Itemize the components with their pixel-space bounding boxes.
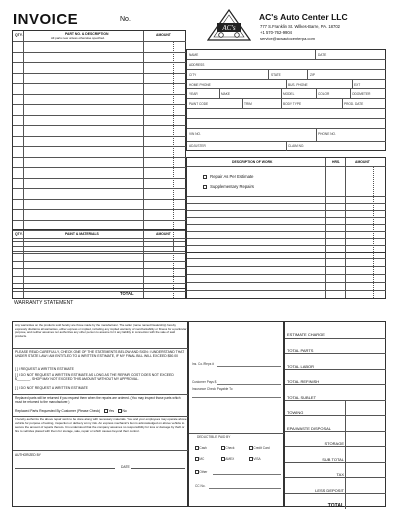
city-field[interactable]: CITY <box>189 73 197 77</box>
table-row[interactable] <box>187 290 386 291</box>
deductible-amex[interactable] <box>221 457 234 461</box>
body-type-field[interactable]: BODY TYPE <box>283 102 302 106</box>
phone-no-field[interactable]: PHONE NO. <box>318 132 336 136</box>
deductible-other[interactable] <box>195 470 207 474</box>
totals-row[interactable] <box>285 462 386 478</box>
estimate-option-2-label: I DO NOT REQUEST A WRITTEN ESTIMATE AS LONG AS THE REPAIR COST DOES NOT EXCEED $_______. SHOP MAY NOT EXCEED THIS AMOUNT WITHOUT MY APPROVAL. <box>15 373 174 382</box>
paint-amount-header: AMOUNT <box>156 232 171 236</box>
totals-row-label: EPA/WASTE DISPOSAL <box>287 425 332 431</box>
amex-checkbox[interactable] <box>221 457 225 461</box>
authorization-text: I hereby authorize the above repair work to be done along with necessary materials. You and your employees may operate above vehicle for purpose of testing, inspection or delivery at my risk. An express mechanic's lien is acknowledged on above vehicle to secure the amount of repairs thereto. It is understood that the company assumes no responsibility for loss or damage by theft or fire to vehicles placed with them for storage, sale, repair or which causes beyond their control. <box>15 417 187 433</box>
table-row[interactable] <box>13 246 186 247</box>
totals-row[interactable] <box>285 493 386 509</box>
color-field[interactable]: COLOR <box>318 92 330 96</box>
name-field[interactable]: NAME <box>189 53 199 57</box>
date-label: DATE <box>121 465 130 469</box>
work-amount-header: AMOUNT <box>355 160 370 164</box>
table-row[interactable] <box>187 224 386 225</box>
totals-row-label: ESTIMATE CHARGE <box>287 331 325 337</box>
table-row[interactable] <box>13 94 186 95</box>
totals-row[interactable] <box>285 415 386 431</box>
address-field[interactable]: ADDRESS <box>189 63 205 67</box>
date-line[interactable] <box>131 468 185 469</box>
table-row[interactable] <box>13 238 186 239</box>
make-field[interactable]: MAKE <box>221 92 231 96</box>
credit-card-checkbox[interactable] <box>249 446 253 450</box>
totals-row[interactable] <box>285 322 386 338</box>
check-label: Check <box>225 446 235 450</box>
visa-checkbox[interactable] <box>249 457 253 461</box>
totals-row[interactable] <box>285 446 386 462</box>
parts-return-request <box>15 409 127 413</box>
totals-row-label: TOTAL <box>327 503 344 509</box>
date-field[interactable]: DATE <box>318 53 327 57</box>
estimate-option-3-label: I DO NOT REQUEST A WRITTEN ESTIMATE <box>18 386 88 390</box>
parts-qty-header: QTY. <box>15 33 23 37</box>
table-row[interactable] <box>187 245 386 246</box>
table-row[interactable] <box>187 258 386 259</box>
other-checkbox[interactable] <box>195 470 199 474</box>
prod-date-field[interactable]: PROD. DATE <box>344 102 364 106</box>
odometer-field[interactable]: ODOMETER <box>352 92 371 96</box>
paint-qty-header: QTY. <box>15 232 23 236</box>
deductible-visa[interactable] <box>249 457 261 461</box>
table-row[interactable] <box>187 282 386 283</box>
supplementary-option[interactable] <box>203 184 254 189</box>
parts-return-no-label: No <box>122 409 127 413</box>
work-desc-header: DESCRIPTION OF WORK <box>232 160 273 164</box>
totals-column <box>284 321 386 507</box>
deductible-credit-card[interactable] <box>249 446 270 450</box>
company-phone: +1 570-762-9904 <box>260 30 293 35</box>
table-row[interactable] <box>13 268 186 269</box>
adjuster-field[interactable]: ADJUSTER <box>189 144 206 148</box>
insurance-check-label: Insurance Check Payable To <box>192 387 233 391</box>
supplementary-checkbox[interactable] <box>203 185 207 189</box>
totals-row[interactable] <box>285 431 386 447</box>
customer-info-box <box>186 49 386 151</box>
deductible-cash[interactable] <box>195 446 207 450</box>
estimate-option-3[interactable] <box>15 386 187 390</box>
mc-label: MC <box>199 457 205 461</box>
table-row[interactable] <box>13 220 186 221</box>
parts-table <box>12 30 186 252</box>
company-logo <box>207 9 251 41</box>
estimate-option-3-checkbox[interactable]: [ ] <box>15 386 18 390</box>
customer-pays-label: Customer Pays $ <box>192 380 217 384</box>
bus-phone-field[interactable]: BUS. PHONE <box>288 83 308 87</box>
zip-field[interactable]: ZIP <box>310 73 315 77</box>
estimate-option-1-checkbox[interactable]: [ ] <box>15 367 18 371</box>
parts-note: All parts new unless otherwise specified. <box>51 36 105 40</box>
home-phone-field[interactable]: HOME PHONE <box>189 83 211 87</box>
estimate-option-2[interactable] <box>15 373 187 382</box>
table-row[interactable] <box>13 73 186 74</box>
deductible-check[interactable] <box>221 446 234 450</box>
parts-return-text: Replaced parts will be returned if you request them when the repairs are ordered. (You may inspect those parts which must be returned to the manufacturer.) <box>15 396 181 404</box>
table-row[interactable] <box>13 146 186 147</box>
warranty-label: WARRANTY STATEMENT <box>14 300 74 306</box>
table-row[interactable] <box>13 157 186 158</box>
authorized-by-label: AUTHORIZED BY <box>15 453 41 457</box>
table-row[interactable] <box>187 210 386 211</box>
mc-checkbox[interactable] <box>195 457 199 461</box>
totals-row[interactable] <box>285 338 386 354</box>
table-row[interactable] <box>13 104 186 105</box>
table-row[interactable] <box>13 199 186 200</box>
table-row[interactable] <box>187 238 386 239</box>
table-row[interactable] <box>13 41 186 42</box>
authorized-by-line[interactable] <box>15 468 115 469</box>
table-row[interactable] <box>13 253 186 254</box>
year-field[interactable]: YEAR <box>189 92 198 96</box>
table-row[interactable] <box>187 231 386 232</box>
totals-row-label: TOWING <box>287 410 304 415</box>
model-field[interactable]: MODEL <box>283 92 295 96</box>
table-row[interactable] <box>13 62 186 63</box>
company-name: AC's Auto Center LLC <box>259 12 348 22</box>
table-row[interactable] <box>187 196 386 197</box>
amex-label: AMEX <box>225 457 235 461</box>
ext-field[interactable]: EXT <box>354 83 361 87</box>
credit-card-label: Credit Card <box>253 446 270 450</box>
warranty-text: Any warranties on the products sold hereby are those made by the manufacturer. The seller (name named Dealership) hereby expressly disclaims all warranties, either express or implied, including any implied warranty of merchantability or fitness for a particular purpose, and neither assumes nor authorizes any other person to assume for it any liability in connection with the sale of said products. <box>15 323 187 338</box>
repair-estimate-checkbox[interactable] <box>203 175 207 179</box>
deductible-title: DEDUCTIBLE PAID BY <box>197 435 231 439</box>
check-checkbox[interactable] <box>221 446 225 450</box>
logo-text: AC's <box>222 24 236 32</box>
claim-field[interactable]: CLAIM NO. <box>288 144 305 148</box>
company-website: service@acsautocenterpa.com <box>260 36 315 41</box>
deductible-mc[interactable] <box>195 457 204 461</box>
table-row[interactable] <box>13 167 186 168</box>
parts-return-yes-checkbox[interactable] <box>104 409 108 413</box>
insurance-section <box>188 321 284 507</box>
table-row[interactable] <box>13 283 186 284</box>
estimate-option-2-checkbox[interactable]: [ ] <box>15 373 18 377</box>
estimate-option-1[interactable] <box>15 367 187 371</box>
cash-checkbox[interactable] <box>195 446 199 450</box>
table-row[interactable] <box>13 178 186 179</box>
table-row[interactable] <box>13 52 186 53</box>
other-label: Other <box>199 470 208 474</box>
table-row[interactable] <box>13 276 186 277</box>
parts-return-no-checkbox[interactable] <box>118 409 122 413</box>
totals-row[interactable] <box>285 477 386 493</box>
cash-label: Cash <box>199 446 207 450</box>
vin-field[interactable]: VIN NO. <box>189 132 201 136</box>
table-row[interactable] <box>187 217 386 218</box>
supplementary-label: Supplementary Repairs <box>210 184 254 189</box>
company-address: 777 S.Franklin St. Wilkes-Barre, PA. 18702 <box>260 24 340 29</box>
parts-return-yes-label: Yes <box>108 409 115 413</box>
totals-row-label: LESS DEPOSIT <box>315 487 344 493</box>
table-row[interactable] <box>13 136 186 137</box>
invoice-number-label: No. <box>120 16 131 23</box>
logo-emblem-icon <box>207 9 251 41</box>
table-row[interactable] <box>13 125 186 126</box>
parts-return-label: Replaced Parts Requested By Customer (Please Check) <box>15 409 101 413</box>
table-row[interactable] <box>13 261 186 262</box>
totals-row[interactable] <box>285 400 386 416</box>
table-row[interactable] <box>187 266 386 267</box>
work-table <box>186 157 386 253</box>
ins-co-label: Ins. Co./Reps # <box>192 362 214 366</box>
table-row[interactable] <box>13 83 186 84</box>
estimate-option-1-label: I REQUEST A WRITTEN ESTIMATE <box>18 367 74 371</box>
table-row[interactable] <box>13 188 186 189</box>
cc-no-label: CC No. <box>195 484 206 488</box>
estimate-intro: PLEASE READ CAREFULLY, CHECK ONE OF THE STATEMENTS BELOW AND SIGN: I UNDERSTAND THAT UNDER STATE LAW I AM ENTITLED TO A WRITTEN ESTIMATE, IF MY FINAL BILL WILL EXCEED $50.00 <box>15 350 185 359</box>
invoice-title: INVOICE <box>13 11 79 28</box>
table-row[interactable] <box>187 274 386 275</box>
totals-row-label: TOTAL REFINISH <box>287 379 320 384</box>
table-row[interactable] <box>187 203 386 204</box>
table-row[interactable] <box>13 209 186 210</box>
totals-row-label: TOTAL PARTS <box>287 348 314 353</box>
totals-row[interactable] <box>285 353 386 369</box>
paint-code-field[interactable]: PAINT CODE <box>189 102 209 106</box>
paint-total-label: TOTAL <box>120 291 134 296</box>
paint-materials-header: PAINT & MATERIALS <box>65 232 99 236</box>
visa-label: VISA <box>253 457 261 461</box>
totals-row-label: TAX <box>336 472 344 477</box>
parts-desc-header: PART NO. & DESCRIPTION <box>65 32 109 36</box>
state-field[interactable]: STATE <box>271 73 281 77</box>
work-hrs-header: HRS. <box>332 160 341 164</box>
totals-row-label: TOTAL LABOR <box>287 363 315 369</box>
parts-amount-header: AMOUNT <box>156 33 171 37</box>
total-row <box>12 288 186 298</box>
repair-estimate-label: Repair As Per Estimate <box>210 174 254 179</box>
totals-row-label: SUB TOTAL <box>322 456 344 462</box>
estimate-section <box>12 321 188 507</box>
trim-field[interactable]: TRIM <box>244 102 252 106</box>
totals-row-label: TOTAL SUBLET <box>287 394 317 400</box>
work-table-continuation <box>186 252 386 299</box>
totals-row-label: STORAGE <box>324 441 344 446</box>
totals-row[interactable] <box>285 369 386 385</box>
totals-row[interactable] <box>285 384 386 400</box>
repair-estimate-option[interactable] <box>203 174 253 179</box>
table-row[interactable] <box>13 115 186 116</box>
